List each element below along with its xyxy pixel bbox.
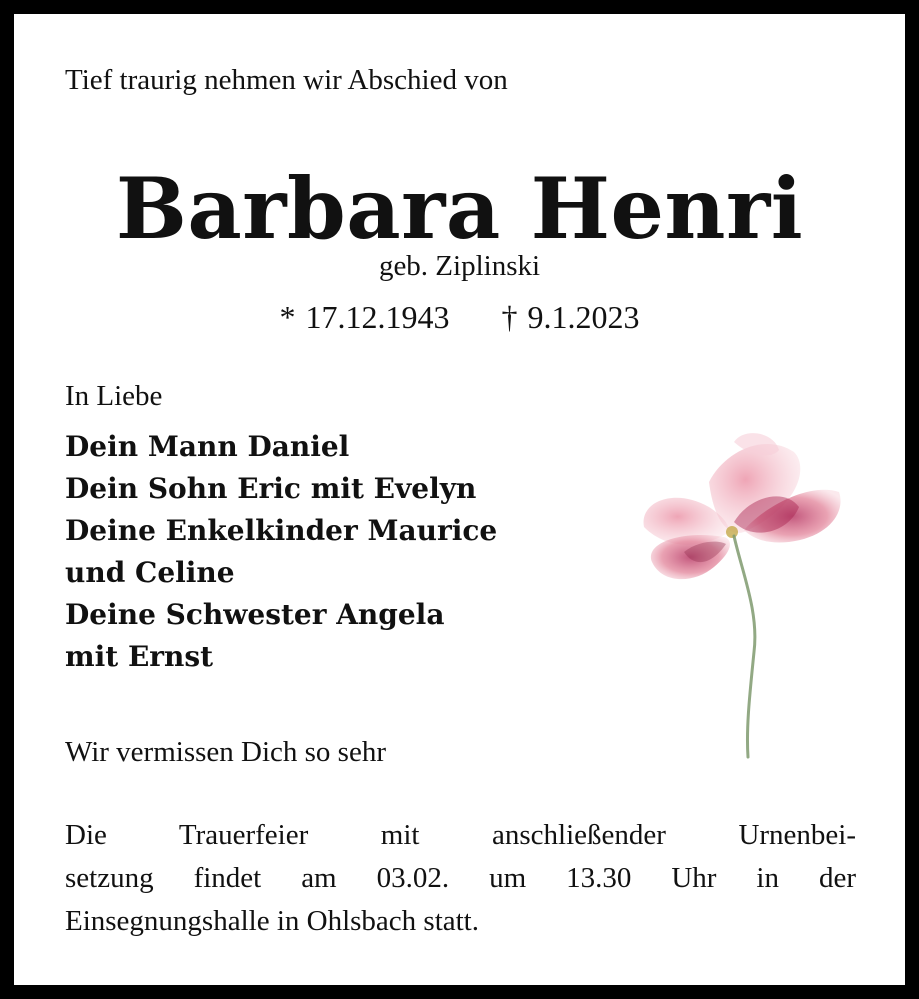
death-date: † 9.1.2023: [501, 299, 640, 335]
family-line: Deine Enkelkinder Maurice: [65, 514, 498, 547]
family-line: Deine Schwester Angela: [65, 598, 445, 631]
family-line: und Celine: [65, 556, 235, 589]
obituary-card: [14, 14, 905, 985]
family-list: [65, 426, 497, 678]
birth-name: geb. Ziplinski: [378, 250, 541, 282]
watercolor-poppy-icon: [614, 412, 854, 762]
family-line: Dein Mann Daniel: [65, 430, 350, 463]
service-line: Einsegnungshalle in Ohlsbach statt.: [65, 905, 479, 937]
family-line: Dein Sohn Eric mit Evelyn: [65, 472, 477, 505]
service-info: [65, 814, 856, 943]
life-dates: [14, 299, 905, 336]
intro-text: Tief traurig nehmen wir Abschied von: [65, 64, 508, 96]
love-intro: In Liebe: [65, 380, 163, 412]
birth-date: * 17.12.1943: [279, 299, 450, 335]
closing-text: Wir vermissen Dich so sehr: [65, 736, 386, 768]
service-line: setzung findet am 03.02. um 13.30 Uhr in der: [65, 862, 856, 894]
deceased-name: Barbara Henri: [115, 159, 804, 258]
service-line: Die Trauerfeier mit anschließender Urnenbei-: [65, 819, 856, 851]
family-line: mit Ernst: [65, 640, 214, 673]
